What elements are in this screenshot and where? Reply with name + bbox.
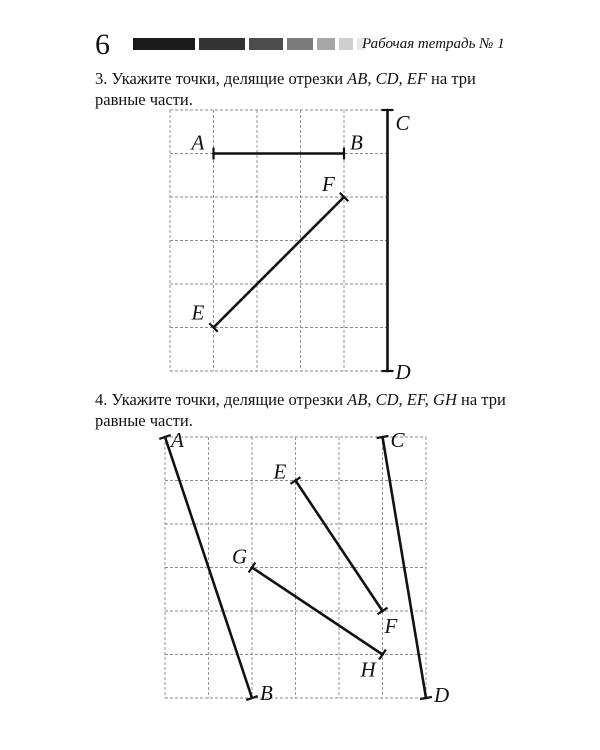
workbook-title: Рабочая тетрадь № 1	[362, 36, 505, 52]
page-number: 6	[95, 28, 110, 61]
task-text-before: Укажите точки, делящие отрезки	[107, 69, 348, 88]
task-3-statement	[95, 68, 515, 110]
header-gradient-bars	[133, 38, 365, 50]
point-label-C: C	[395, 111, 410, 135]
point-label-A: A	[171, 428, 184, 452]
header-bar	[133, 38, 195, 50]
task-4-statement	[95, 389, 515, 431]
point-label-D: D	[395, 360, 411, 384]
segment-names: AB, CD, EF, GH	[347, 390, 457, 409]
segment-EF	[296, 481, 383, 612]
segment-names: AB, CD, EF	[347, 69, 427, 88]
header-bar	[199, 38, 245, 50]
point-label-E: E	[273, 459, 287, 484]
header-bar	[287, 38, 313, 50]
task-text-after: на три равные части.	[95, 390, 506, 430]
task-number: 4.	[95, 390, 108, 409]
point-label-C: C	[390, 428, 405, 452]
task-3-grid-figure	[170, 110, 411, 384]
endpoint-tick-C	[377, 436, 389, 438]
segment-EF	[214, 197, 345, 328]
header-bar	[249, 38, 283, 50]
header-bar	[317, 38, 335, 50]
point-label-E: E	[191, 300, 205, 325]
point-label-F: F	[384, 614, 398, 638]
task-number: 3.	[95, 69, 108, 88]
endpoint-tick-D	[420, 697, 432, 699]
point-label-A: A	[191, 130, 205, 155]
point-label-D: D	[434, 683, 450, 707]
header-bar	[339, 38, 353, 50]
task-4-grid-figure	[165, 428, 450, 707]
point-label-H: H	[360, 657, 376, 682]
segment-CD	[383, 437, 427, 698]
point-label-F: F	[322, 172, 335, 196]
task-text-before: Укажите точки, делящие отрезки	[107, 390, 348, 409]
point-label-B: B	[350, 130, 363, 155]
point-label-G: G	[232, 544, 248, 569]
point-label-B: B	[260, 681, 273, 705]
task-text-after: на три равные части.	[95, 69, 476, 109]
